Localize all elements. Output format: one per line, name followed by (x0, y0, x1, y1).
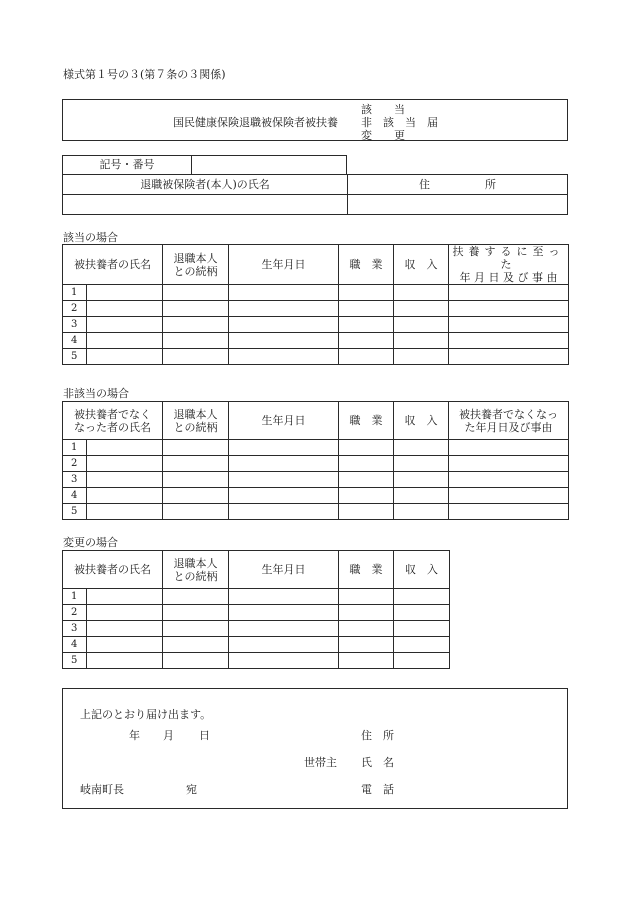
type-not-applicable: 非 該 当 届 (361, 116, 438, 129)
table-row: 5 (63, 504, 569, 520)
table-row: 5 (63, 349, 569, 365)
table-row: 4 (63, 333, 569, 349)
householder-label: 世帯主 (304, 756, 337, 769)
applicable-col-income: 収 入 (394, 245, 449, 285)
phone-label: 電 話 (361, 783, 394, 796)
applicable-table (62, 244, 569, 365)
table-row: 2 (63, 301, 569, 317)
table-row: 2 (63, 456, 569, 472)
title-box (62, 99, 568, 141)
table-row: 2 (63, 605, 450, 621)
table-row: 3 (63, 472, 569, 488)
table-row: 1 (63, 285, 569, 301)
table-row: 3 (63, 317, 569, 333)
not-applicable-col-income: 収 入 (394, 402, 449, 440)
type-change: 変 更 (361, 129, 405, 142)
not-applicable-table (62, 401, 569, 520)
change-col-income: 収 入 (394, 551, 450, 589)
month-label: 月 (163, 729, 174, 742)
honorific-label: 宛 (186, 783, 197, 796)
year-label: 年 (129, 729, 140, 742)
applicable-col-name: 被扶養者の氏名 (63, 245, 163, 285)
number-row (62, 155, 347, 175)
table-row: 1 (63, 440, 569, 456)
change-col-birth: 生年月日 (229, 551, 339, 589)
declaration-box (62, 688, 568, 809)
not-applicable-heading: 非該当の場合 (63, 387, 129, 400)
change-col-relation: 退職本人 との続柄 (163, 551, 229, 589)
table-row: 4 (63, 488, 569, 504)
not-applicable-col-relation: 退職本人 との続柄 (163, 402, 229, 440)
number-field[interactable] (192, 156, 346, 174)
change-table (62, 550, 450, 669)
table-row: 1 (63, 589, 450, 605)
insured-address-label: 住 所 (348, 175, 567, 195)
applicable-col-reason: 扶養するに至った 年 月 日 及 び 事 由 (449, 245, 569, 285)
applicable-col-birth: 生年月日 (229, 245, 339, 285)
applicable-heading: 該当の場合 (63, 231, 118, 244)
not-applicable-col-name: 被扶養者でなく なった者の氏名 (63, 402, 163, 440)
recipient-label: 岐南町長 (80, 783, 124, 796)
insured-address-field[interactable] (348, 195, 567, 214)
table-row: 3 (63, 621, 450, 637)
insured-table (62, 174, 568, 215)
change-col-job: 職 業 (339, 551, 394, 589)
form-title: 国民健康保険退職被保険者被扶養 (173, 116, 338, 129)
statement-text: 上記のとおり届け出ます。 (80, 708, 212, 721)
not-applicable-col-job: 職 業 (339, 402, 394, 440)
insured-name-field[interactable] (63, 195, 348, 214)
applicable-col-relation: 退職本人 との続柄 (163, 245, 229, 285)
table-row: 5 (63, 653, 450, 669)
table-row: 4 (63, 637, 450, 653)
insured-name-label: 退職被保険者(本人)の氏名 (63, 175, 348, 195)
name-label: 氏 名 (361, 756, 394, 769)
type-applicable: 該 当 (361, 103, 405, 116)
form-id: 様式第１号の３(第７条の３関係) (63, 68, 226, 81)
number-label: 記号・番号 (63, 156, 192, 174)
applicable-col-job: 職 業 (339, 245, 394, 285)
day-label: 日 (199, 729, 210, 742)
not-applicable-col-reason: 被扶養者でなくなっ た年月日及び事由 (449, 402, 569, 440)
address-label: 住 所 (361, 729, 394, 742)
change-heading: 変更の場合 (63, 536, 118, 549)
change-col-name: 被扶養者の氏名 (63, 551, 163, 589)
not-applicable-col-birth: 生年月日 (229, 402, 339, 440)
